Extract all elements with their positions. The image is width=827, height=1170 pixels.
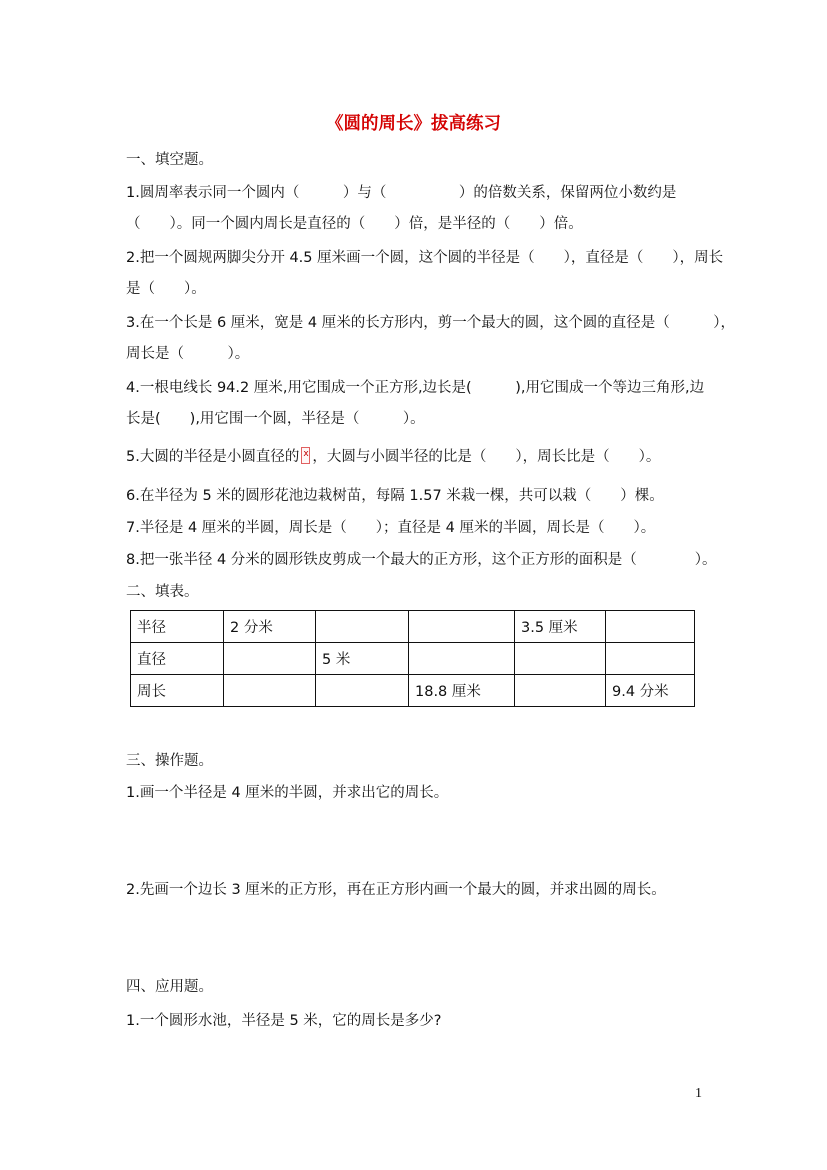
page-number: 1 [695,1086,702,1101]
table-cell [224,643,316,675]
table-cell [515,643,606,675]
table-cell [409,611,515,643]
page-title: 《圆的周长》拔高练习 [326,114,501,134]
section-heading-operation: 三、操作题。 [126,753,213,769]
table-cell [409,643,515,675]
circle-table [130,610,695,707]
operation-question-2: 2.先画一个边长 3 厘米的正方形，再在正方形内画一个最大的圆，并求出圆的周长。 [126,882,666,898]
table-cell [606,611,695,643]
table-cell [515,675,606,707]
operation-question-1: 1.画一个半径是 4 厘米的半圆，并求出它的周长。 [126,785,449,801]
table-row [131,675,695,707]
table-cell [224,675,316,707]
question-1-line-2: （ ）。同一个圆内周长是直径的（ ）倍，是半径的（ ）倍。 [126,216,583,232]
question-4-line-2: 长是( ),用它围一个圆，半径是（ ）。 [126,411,425,427]
table-row [131,611,695,643]
question-5-part-b: ，大圆与小圆半径的比是（ ），周长比是（ ）。 [312,449,661,465]
table-cell: 9.4 分米 [606,675,695,707]
question-5-part-a: 5.大圆的半径是小圆直径的 [126,449,300,465]
table-cell [316,675,409,707]
row-header-radius: 半径 [131,611,224,643]
question-5 [126,447,660,467]
question-3-line-2: 周长是（ ）。 [126,346,250,362]
question-3-line-1: 3.在一个长是 6 厘米，宽是 4 厘米的长方形内，剪一个最大的圆，这个圆的直径是（ ）， [126,315,735,331]
question-2-line-1: 2.把一个圆规两脚尖分开 4.5 厘米画一个圆，这个圆的半径是（ ），直径是（ ），周长 [126,250,724,266]
question-7: 7.半径是 4 厘米的半圆，周长是（ ）；直径是 4 厘米的半圆，周长是（ ）。 [126,520,656,536]
table-cell: 3.5 厘米 [515,611,606,643]
question-8: 8.把一张半径 4 分米的圆形铁皮剪成一个最大的正方形，这个正方形的面积是（ ）。 [126,552,717,568]
table-cell: 18.8 厘米 [409,675,515,707]
row-header-diameter: 直径 [131,643,224,675]
section-heading-fill-blanks: 一、填空题。 [126,152,213,168]
section-heading-application: 四、应用题。 [126,979,213,995]
question-2-line-2: 是（ ）。 [126,281,206,297]
table-cell [316,611,409,643]
table-cell: 5 米 [316,643,409,675]
application-question-1: 1.一个圆形水池，半径是 5 米，它的周长是多少? [126,1013,442,1029]
section-heading-fill-table: 二、填表。 [126,584,199,600]
broken-fraction-icon [301,447,310,464]
table-cell [606,643,695,675]
table-row [131,643,695,675]
row-header-circumference: 周长 [131,675,224,707]
table-cell: 2 分米 [224,611,316,643]
question-1-line-1: 1.圆周率表示同一个圆内（ ）与（ ）的倍数关系，保留两位小数约是 [126,185,677,201]
question-6: 6.在半径为 5 米的圆形花池边栽树苗，每隔 1.57 米栽一棵，共可以栽（ ）棵。 [126,488,664,504]
question-4-line-1: 4.一根电线长 94.2 厘米,用它围成一个正方形,边长是( ),用它围成一个等边三角形,边 [126,380,705,396]
